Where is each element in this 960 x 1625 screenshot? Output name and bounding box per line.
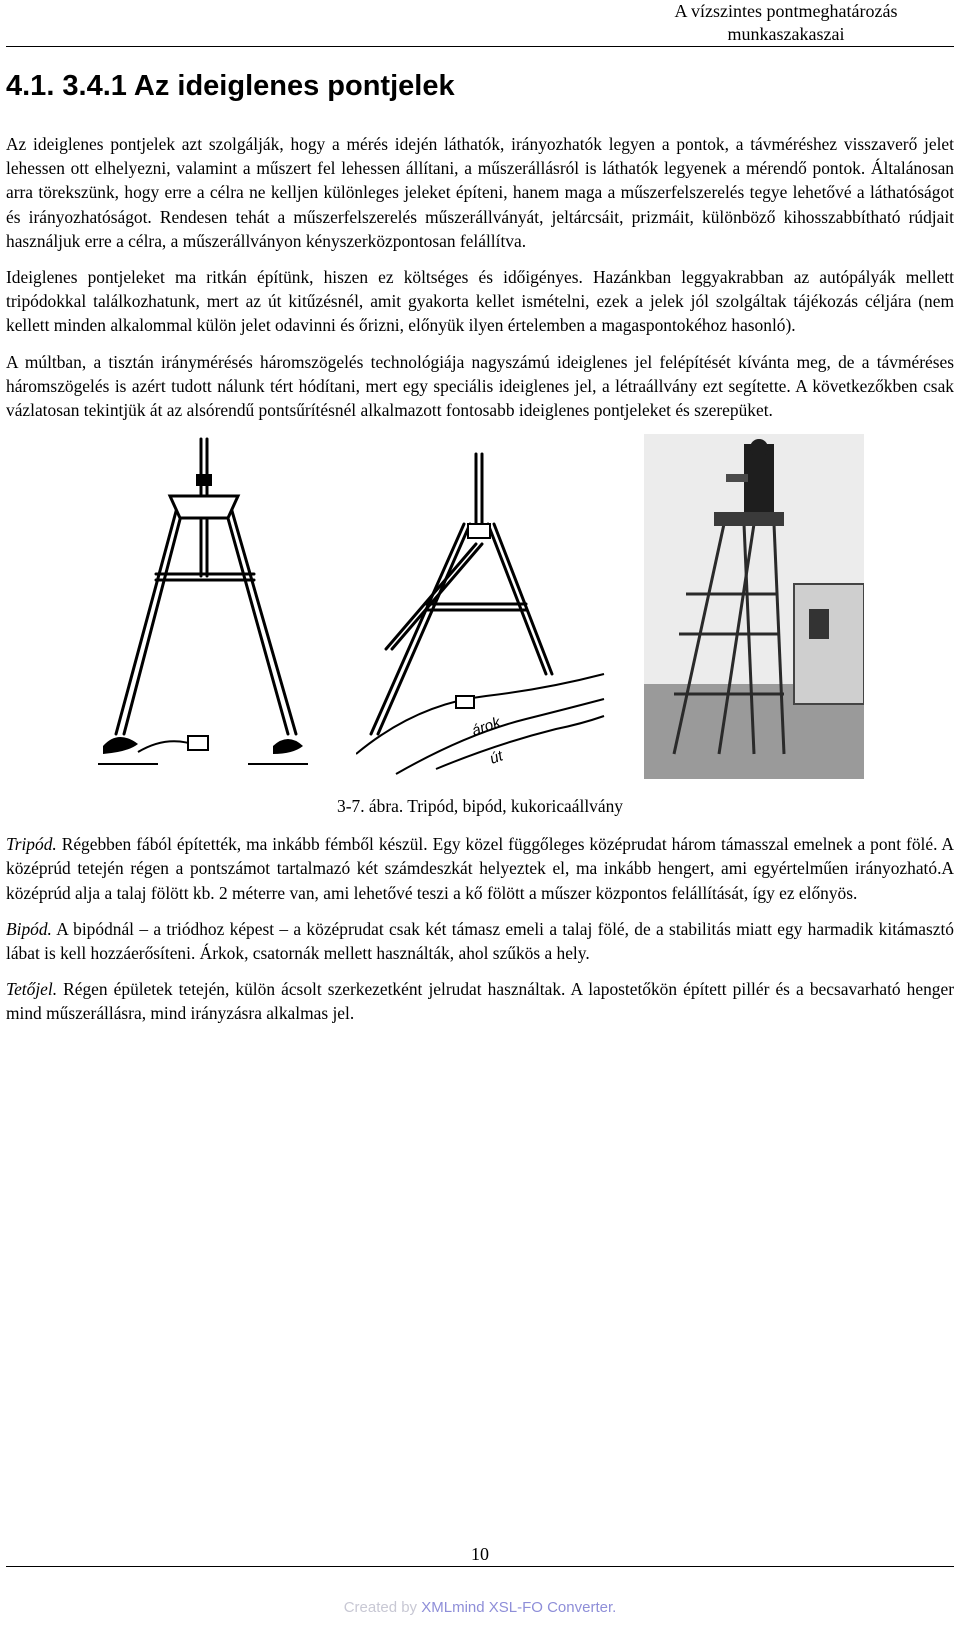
term-bipod: Bipód. xyxy=(6,918,52,939)
page-number: 10 xyxy=(471,1544,489,1564)
definition-roof-sign xyxy=(6,977,954,1025)
credit-prefix: Created by xyxy=(343,1599,422,1616)
term-tripod: Tripód. xyxy=(6,834,57,855)
figure-caption: 3-7. ábra. Tripód, bipód, kukoricaállvány xyxy=(337,796,623,817)
figure-3-7 xyxy=(6,434,954,794)
road-label: út xyxy=(487,747,506,768)
tripod-drawing xyxy=(98,434,308,779)
text-tripod: Régebben fából építették, ma inkább fémből készül. Egy közel függőleges középrudat három támasszal emelnek a pont fölé. A középrúd tetején régen a pontszámot tartalmazó két számdeszkát helyeztek el, ma inkább hengert, ami egyértelműen irányozható.A középrúd alja a talaj fölött kb. 2 méterre van, ami lehetővé teszi a kő fölött a műszer központos felállítását, így ez előnyös. xyxy=(6,834,954,903)
footer-divider xyxy=(6,1566,954,1567)
definition-tripod xyxy=(6,832,954,905)
bipod-drawing xyxy=(356,434,606,779)
main-content xyxy=(6,132,954,1038)
definition-bipod xyxy=(6,917,954,965)
page-header xyxy=(6,0,954,47)
paragraph-3: A múltban, a tisztán iránymérésés háromszögelés technológiája nagyszámú ideiglenes jel felépítését kívánta meg, de a távméréses háromszögelés is azért tudott nálunk tért hódítani, mert egy speciális ideiglenes jel, a létraállvány ezt segítette. A következőkben csak vázlatosan tekintjük át az alsórendű pontsűrítésnél alkalmazott fontosabb ideiglenes pontjeleket és szerepüket. xyxy=(6,351,954,421)
paragraph-2: Ideiglenes pontjeleket ma ritkán építünk, hiszen ez költséges és időigényes. Hazánkban leggyakrabban az autópályák mellett tripódokkal találkozhatunk, mert az út kitűzésnél, amit gyakorta kellet ismételni, ezek a jelek jól szolgáltak tájékozás céljára (nem kellett minden alkalommal külön jelet odavinni és őrizni, előnyük ilyen értelemben a magaspontokéhoz hasonló). xyxy=(6,267,954,336)
text-roof-sign: Régen épületek tetején, külön ácsolt szerkezetként jelrudat használtak. A lapostetőkön épített pillér és a becsavarható henger mind műszerállásra, mind irányzásra alkalmas jel. xyxy=(6,979,954,1024)
section-title: 4.1. 3.4.1 Az ideiglenes pontjelek xyxy=(6,70,455,102)
paragraph-1: Az ideiglenes pontjelek azt szolgálják, hogy a mérés idején láthatók, irányozhatók legyen a pontok, a távméréshez visszaverő jelet lehessen ott elhelyezni, valamint a műszert fel lehessen állítani, a műszerállásról is láthatók legyenek a mérendő pontok. Általánosan arra törekszünk, hogy erre a célra ne kelljen különleges jeleket építeni, hanem maga a műszerfelszerelés tegye lehetővé a láthatóságot és irányozhatóságot. Rendesen tehát a műszerfelszerelés műszerállványát, jeltárcsáit, prizmáit, különböző kihosszabbítható rúdjait használjuk erre a célra, a műszerállványon kényszerközpontosan felállítva. xyxy=(6,134,954,251)
text-bipod: A bipódnál – a triódhoz képest – a középrudat csak két támasz emeli a talaj fölé, de a stabilitás miatt egy harmadik kitámasztó lábat is kell hozzáerősíteni. Árkok, csatornák mellett használták, ahol szűkös a hely. xyxy=(6,918,954,964)
converter-credit xyxy=(0,1599,960,1616)
ditch-label: árok xyxy=(469,714,503,740)
term-roof-sign: Tetőjel. xyxy=(6,979,58,1000)
chapter-title: A vízszintes pontmeghatározás munkaszakaszai xyxy=(674,1,898,44)
credit-brand-link[interactable]: XMLmind XSL-FO Converter. xyxy=(421,1599,617,1616)
tower-photo xyxy=(644,434,864,779)
